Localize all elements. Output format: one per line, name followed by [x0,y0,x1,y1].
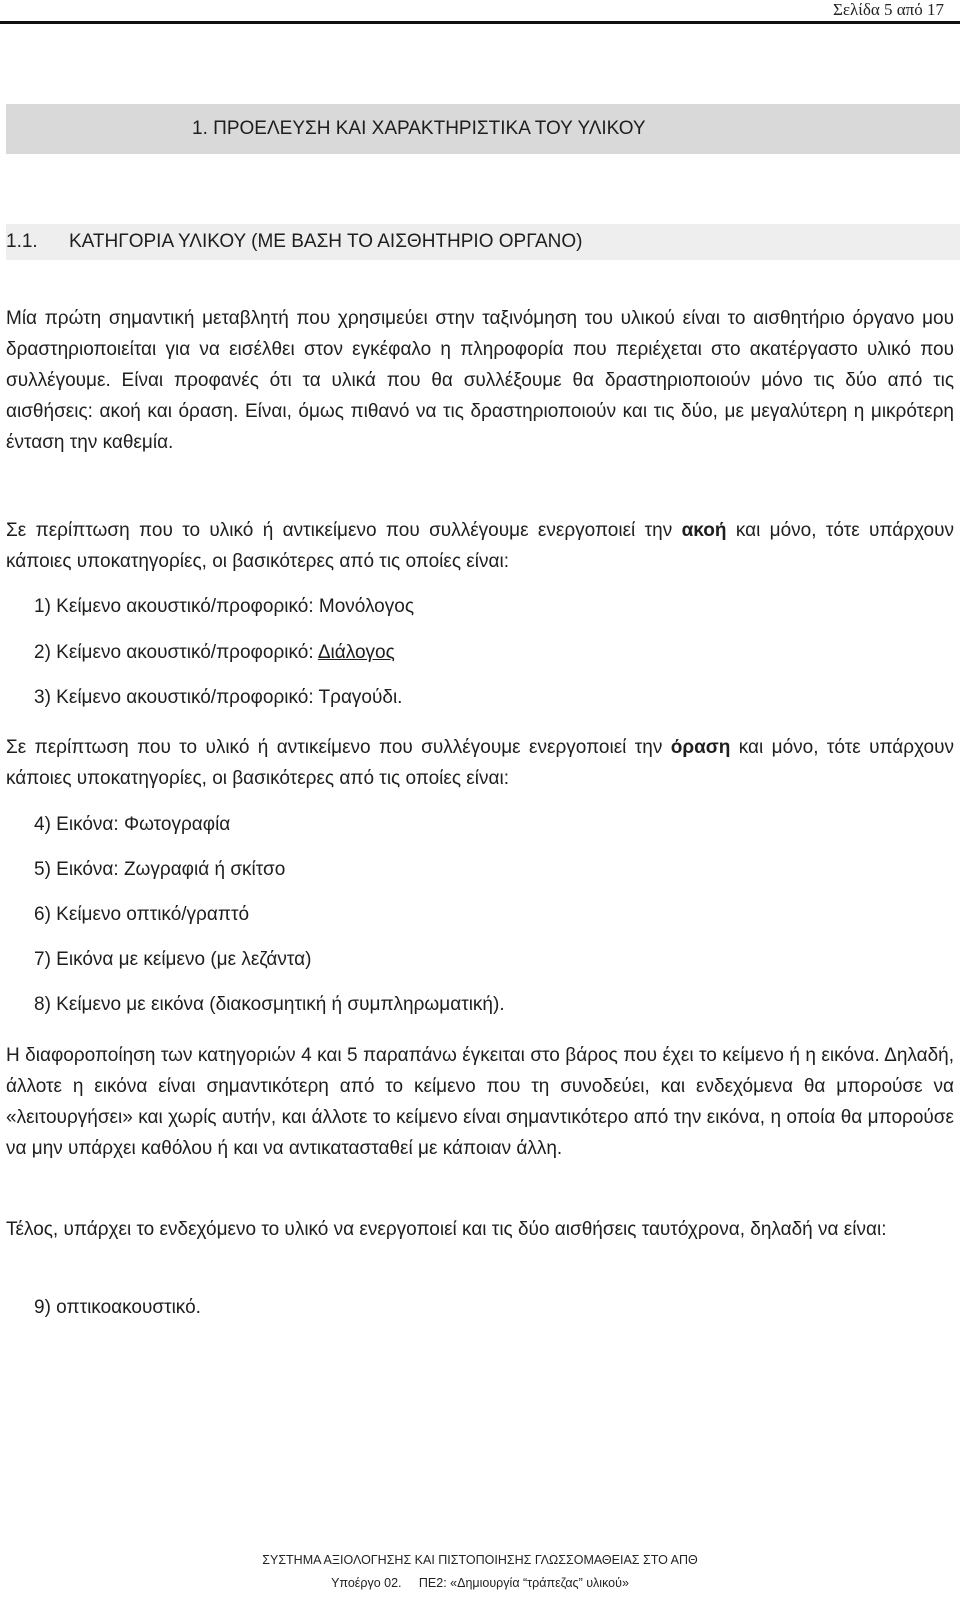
list-item [34,642,395,664]
paragraph-intro: Μία πρώτη σημαντική μεταβλητή που χρησιμεύει στην ταξινόμηση του υλικού είναι το αισθητήριο όργανο μου δραστηριοποιείται για να εισέλθει στον εγκέφαλο η πληροφορία που περιέχεται στο ακατέργαστο υλικό που συλλέγουμε. Είναι προφανές ότι τα υλικά που θα συλλέξουμε θα δραστηριοποιούν μόνο τις δύο από τις αισθήσεις: ακοή και όραση. Είναι, όμως πιθανό να τις δραστηριοποιούν και τις δύο, με μεγαλύτερη η μικρότερη ένταση την καθεμία. [6,308,954,453]
list-item: 8) Κείμενο με εικόνα (διακοσμητική ή συμπληρωματική). [34,994,505,1015]
header-divider [0,21,960,24]
list-item: 4) Εικόνα: Φωτογραφία [34,814,231,835]
page-indicator: Σελίδα 5 από 17 [832,0,944,19]
paragraph-visual-after: και μόνο, τότε υπάρχουν κάποιες υποκατηγορίες, οι βασικότερες από τις οποίες είναι: [6,737,955,789]
list-item-prefix: 2) Κείμενο ακουστικό/προφορικό: [34,642,318,663]
paragraph-visual-bold: όραση [670,737,731,758]
paragraph-audiovisual: Τέλος, υπάρχει το ενδεχόμενο το υλικό να ενεργοποιεί και τις δύο αισθήσεις ταυτόχρονα, δηλαδή να είναι: [6,1219,887,1240]
list-item-value: Μονόλογος [318,596,414,617]
list-item-prefix: 3) Κείμενο ακουστικό/προφορικό: [34,687,319,708]
subsection-heading [6,224,960,260]
list-item: 5) Εικόνα: Ζωγραφιά ή σκίτσο [34,859,286,880]
list-item: 7) Εικόνα με κείμενο (με λεζάντα) [34,949,312,970]
paragraph-audio [6,515,954,577]
subsection-title: ΚΑΤΗΓΟΡΙΑ ΥΛΙΚΟΥ (ΜΕ ΒΑΣΗ ΤΟ ΑΙΣΘΗΤΗΡΙΟ ΟΡΓΑΝΟ) [69,231,583,252]
subsection-number: 1.1. [6,231,38,252]
paragraph-audio-bold: ακοή [681,520,727,541]
list-item-value: Τραγούδι. [318,687,403,708]
footer-title: ΣΥΣΤΗΜΑ ΑΞΙΟΛΟΓΗΣΗΣ ΚΑΙ ΠΙΣΤΟΠΟΙΗΣΗΣ ΓΛΩΣΣΟΜΑΘΕΙΑΣ ΣΤΟ ΑΠΘ [262,1553,698,1567]
list-item-value: Διάλογος [317,642,395,663]
list-item [34,687,402,709]
list-item [34,596,414,618]
paragraph-visual [6,732,954,794]
footer-subtitle: Υποέργο 02. ΠΕ2: «Δημιουργία “τράπεζας” υλικού» [331,1576,629,1590]
list-item-prefix: 1) Κείμενο ακουστικό/προφορικό: [34,596,319,617]
paragraph-audio-before: Σε περίπτωση που το υλικό ή αντικείμενο που συλλέγουμε ενεργοποιεί την [6,520,682,541]
paragraph-visual-before: Σε περίπτωση που το υλικό ή αντικείμενο που συλλέγουμε ενεργοποιεί την [6,737,671,758]
paragraph-categories: Η διαφοροποίηση των κατηγοριών 4 και 5 παραπάνω έγκειται στο βάρος που έχει το κείμενο ή η εικόνα. Δηλαδή, άλλοτε η εικόνα είναι σημαντικότερη από το κείμενο που τη συνοδεύει, και ενδεχόμενα θα μπορούσε να «λειτουργήσει» και χωρίς αυτήν, και άλλοτε το κείμενο είναι σημαντικότερο από την εικόνα, η οποία θα μπορούσε να μην υπάρχει καθόλου ή και να αντικατασταθεί με κάποιαν άλλη. [6,1045,954,1159]
paragraph-audio-after: και μόνο, τότε υπάρχουν κάποιες υποκατηγορίες, οι βασικότερες από τις οποίες είναι: [6,520,954,572]
list-item: 9) οπτικοακουστικό. [34,1297,201,1318]
list-item: 6) Κείμενο οπτικό/γραπτό [34,904,250,925]
section-heading: 1. ΠΡΟΕΛΕΥΣΗ ΚΑΙ ΧΑΡΑΚΤΗΡΙΣΤΙΚΑ ΤΟΥ ΥΛΙΚΟΥ [6,104,960,154]
